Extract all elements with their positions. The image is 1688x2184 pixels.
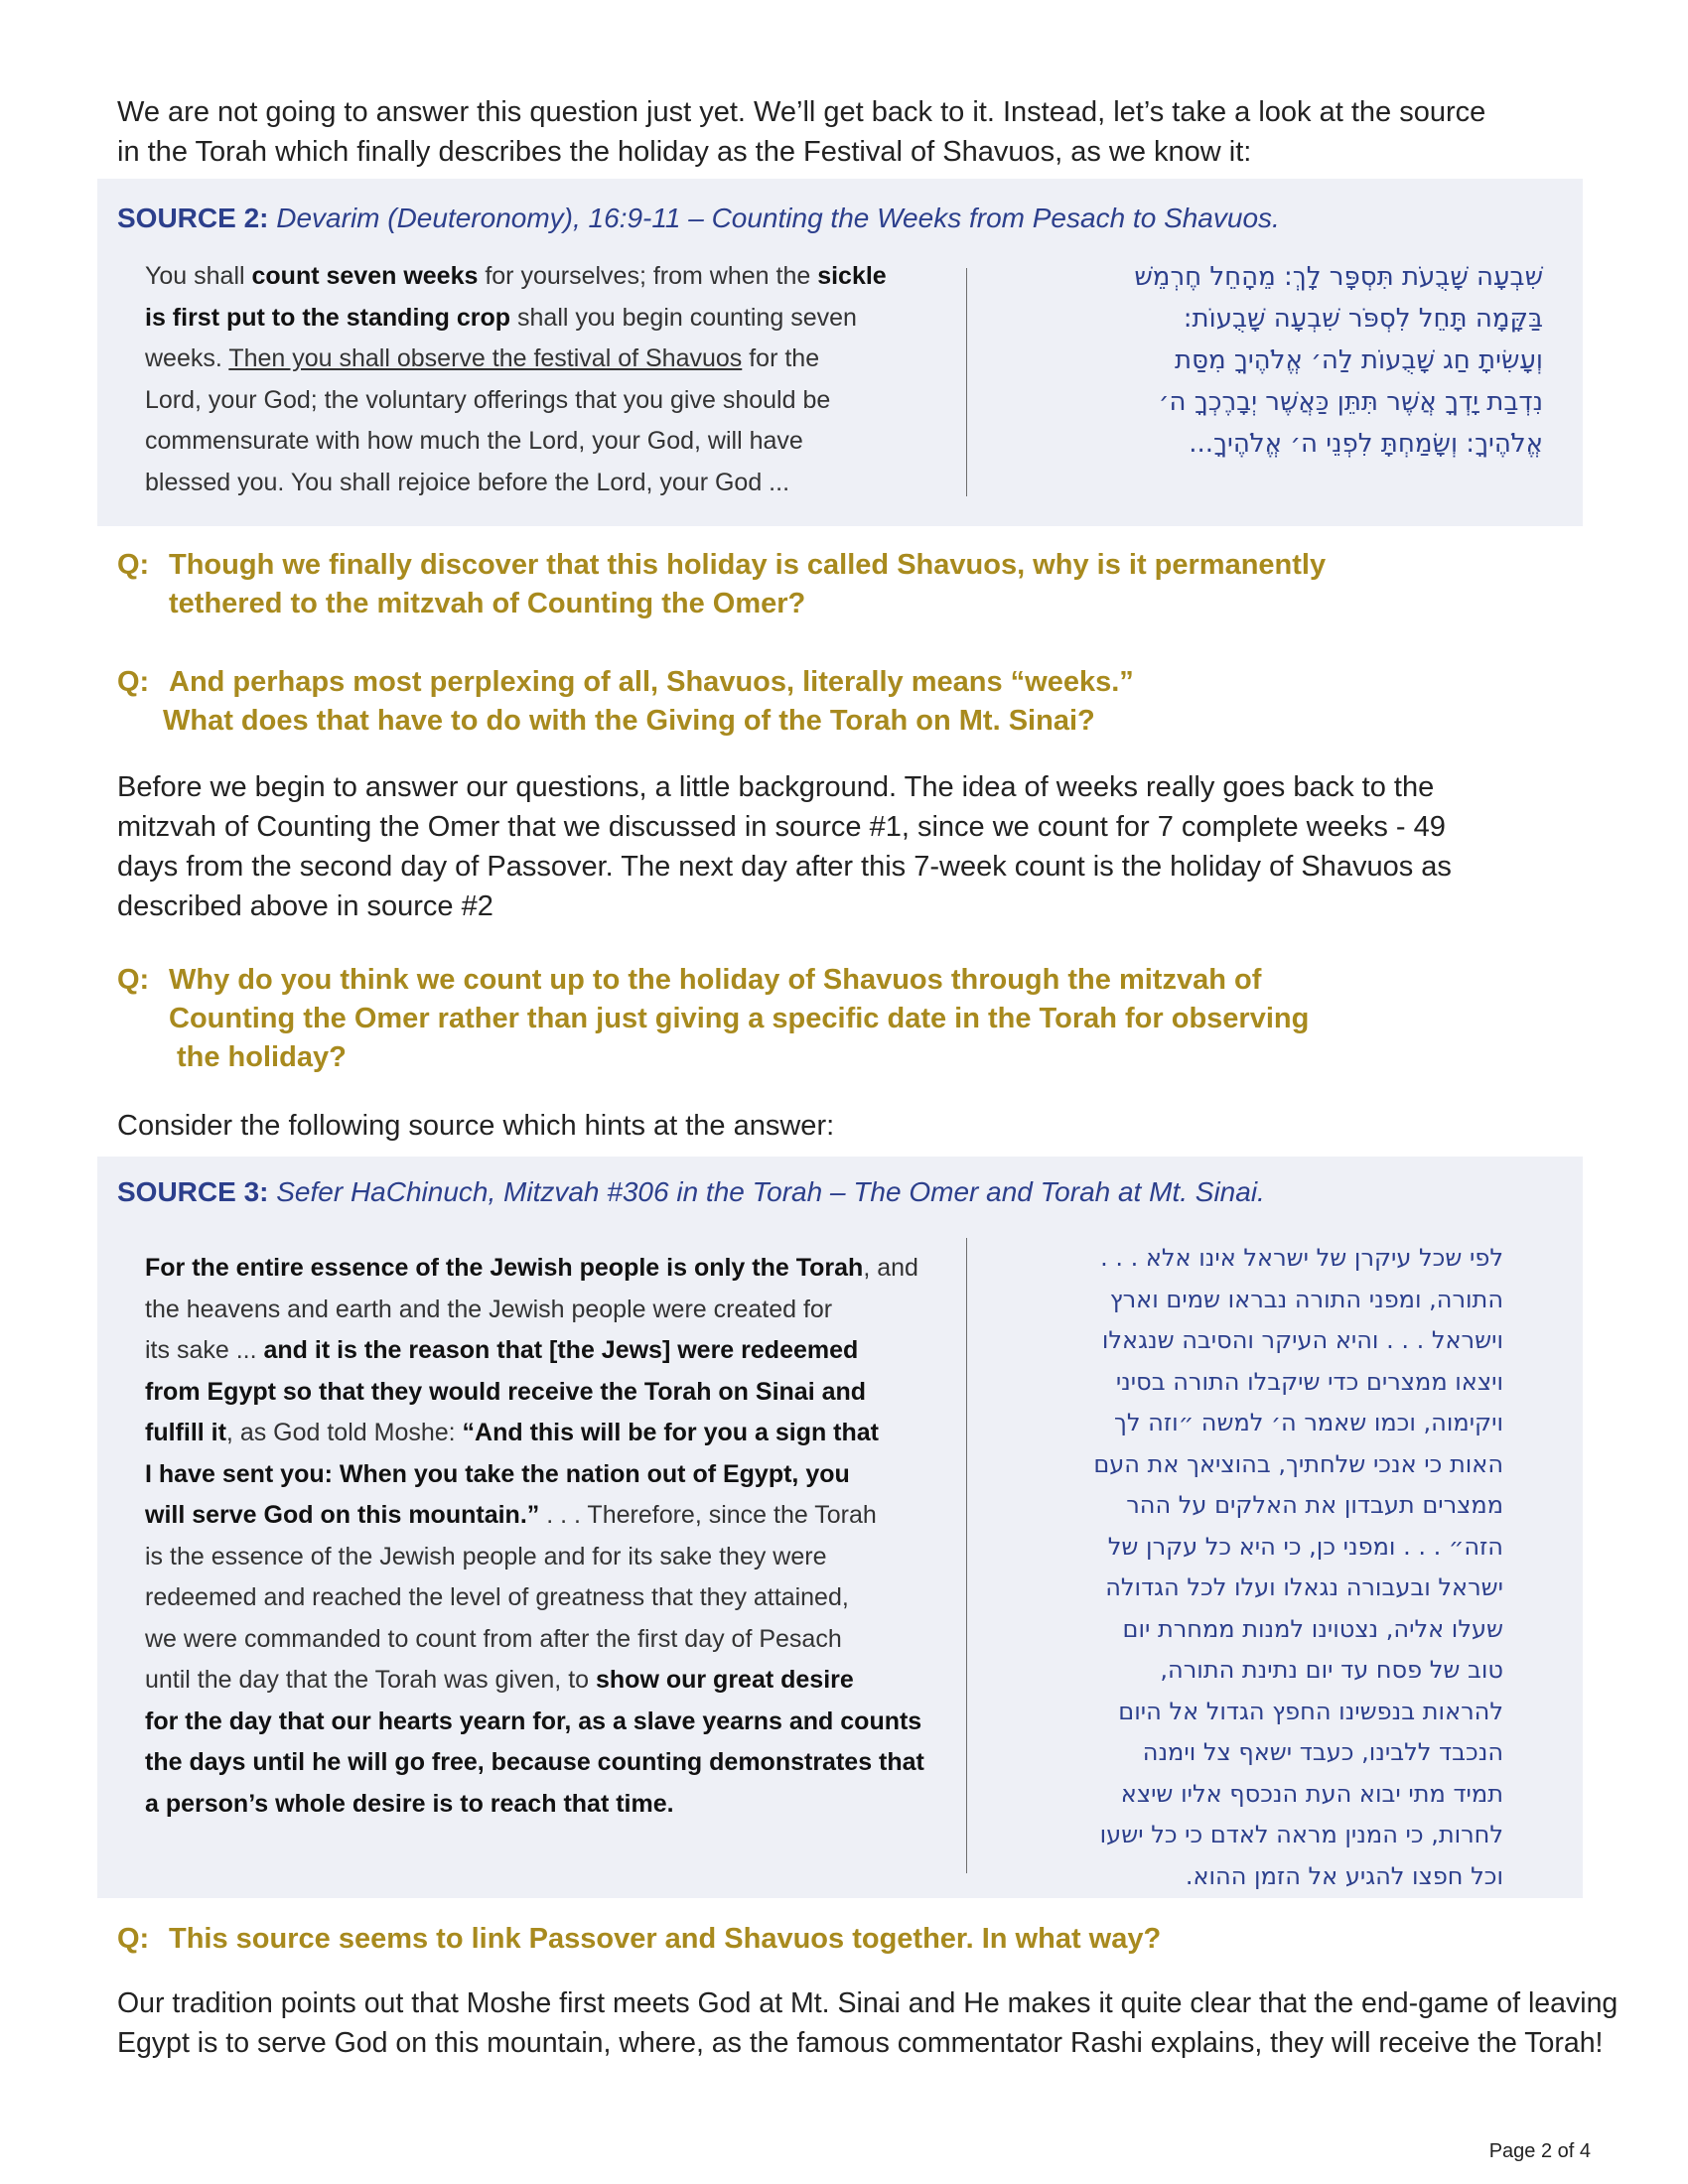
background-line: Before we begin to answer our questions, a little background. The idea of weeks really goes back to the — [117, 771, 1435, 803]
conclusion-line: Egypt is to serve God on this mountain, where, as the famous commentator Rashi explains, they will receive the Torah! — [117, 2027, 1604, 2059]
text-run: blessed you. You shall rejoice before the Lord, your God ... — [145, 468, 790, 496]
background-line: days from the second day of Passover. The next day after this 7-week count is the holiday of Shavuos as — [117, 851, 1452, 883]
bold-text: fulfill it — [145, 1419, 226, 1446]
english-line — [145, 1454, 1019, 1496]
english-line — [145, 1577, 1019, 1619]
hebrew-line: שעלו אליה, נצטוינו למנות ממחרת יום — [1122, 1614, 1503, 1643]
english-line — [145, 1702, 1019, 1743]
source-2-label: SOURCE 2: — [117, 203, 269, 233]
conclusion-paragraph — [117, 1983, 1618, 2063]
bold-text: count seven weeks — [251, 262, 479, 290]
source-3-box — [97, 1157, 1583, 1898]
hebrew-line: וכל חפצו להגיע אל הזמן ההוא. — [1185, 1861, 1503, 1890]
english-line — [145, 380, 999, 422]
hebrew-line: וישראל . . . והיא העיקר והסיבה שנגאלו — [1101, 1326, 1503, 1354]
bold-text: from Egypt so that they would receive the Torah on Sinai and — [145, 1377, 867, 1406]
source-3-label: SOURCE 3: — [117, 1176, 269, 1207]
hebrew-line: שִׁבְעָה שָׁבֻעֹת תִּסְפָּר לָךְ: מֵהָחֵל חֶרְמֵשׁ — [1134, 262, 1543, 292]
intro-line: in the Torah which finally describes the holiday as the Festival of Shavuos, as we know it: — [117, 136, 1252, 168]
source-3-heading — [117, 1176, 1265, 1208]
question-text: What does that have to do with the Giving of the Torah on Mt. Sinai? — [163, 705, 1095, 737]
hebrew-line: לחרות, כי המנין מראה לאדם כי כל ישעו — [1099, 1821, 1503, 1848]
source-3-title: Sefer HaChinuch, Mitzvah #306 in the Torah – The Omer and Torah at Mt. Sinai. — [276, 1176, 1265, 1207]
question-3 — [117, 961, 1309, 1077]
english-line — [145, 298, 999, 340]
question-2 — [117, 663, 1134, 741]
bold-text: is first put to the standing crop — [145, 303, 511, 332]
source-3-hebrew — [947, 1238, 1503, 1897]
text-run: until the day that the Torah was given, to — [145, 1666, 596, 1694]
english-line — [145, 1537, 1019, 1578]
text-run: shall you begin counting seven — [510, 303, 857, 332]
hebrew-line: ישראל ובעבורה נגאלו ועלו לכל הגדולה — [1105, 1573, 1503, 1601]
hebrew-line: אֱלֹהֶיךָ: וְשָׂמַחְתָּ לִפְנֵי ה׳ אֱלֹהֶיךָ... — [1189, 429, 1543, 459]
question-4 — [117, 1920, 1161, 1959]
source-2-divider — [966, 268, 967, 496]
text-run: its sake ... — [145, 1336, 264, 1364]
text-run: . . . Therefore, since the Torah — [539, 1501, 877, 1529]
source-2-title: Devarim (Deuteronomy), 16:9-11 – Counting the Weeks from Pesach to Shavuos. — [276, 203, 1280, 233]
question-text: Why do you think we count up to the holiday of Shavuos through the mitzvah of — [169, 964, 1262, 996]
english-line — [145, 1372, 1019, 1414]
bold-text: sickle — [817, 262, 887, 290]
english-line — [145, 1784, 1019, 1826]
english-line — [145, 421, 999, 463]
question-label: Q: — [117, 1923, 150, 1955]
english-line — [145, 1660, 1019, 1702]
english-line — [145, 463, 999, 504]
text-run: Lord, your God; the voluntary offerings that you give should be — [145, 385, 831, 414]
hebrew-line: ויקימוה, וכמו שאמר ה׳ למשה ״וזה לך — [1114, 1409, 1503, 1436]
bold-text: the days until he will go free, because counting demonstrates that — [145, 1748, 924, 1776]
bold-text: “And this will be for you a sign that — [462, 1419, 880, 1446]
english-line — [145, 1413, 1019, 1454]
source-2-box — [97, 179, 1583, 526]
bold-text: show our great desire — [596, 1666, 854, 1694]
hebrew-line: וְעָשִׂיתָ חַג שָׁבֻעוֹת לַה׳ אֱלֹהֶיךָ מִסַּת — [1175, 345, 1543, 375]
hebrew-line: תמיד מתי יבוא העת הנכסף אליו שיצא — [1120, 1779, 1503, 1808]
source-2-english — [145, 256, 999, 503]
hebrew-line: התורה, ומפני התורה נבראו שמים וארץ — [1109, 1285, 1503, 1313]
question-text: tethered to the mitzvah of Counting the Omer? — [169, 588, 806, 619]
conclusion-line: Our tradition points out that Moshe first meets God at Mt. Sinai and He makes it quite clear that the end-game of leaving — [117, 1987, 1618, 2019]
background-paragraph — [117, 767, 1452, 926]
intro-line: We are not going to answer this question just yet. We’ll get back to it. Instead, let’s take a look at the source — [117, 96, 1486, 128]
english-line — [145, 1248, 1019, 1290]
english-line — [145, 339, 999, 380]
question-1 — [117, 546, 1326, 623]
hebrew-line: הזה״ . . . ומפני כן, כי היא כל עקרן של — [1107, 1532, 1503, 1561]
english-line — [145, 256, 999, 298]
english-line — [145, 1619, 1019, 1661]
intro-paragraph — [117, 92, 1485, 172]
bold-text: will serve God on this mountain.” — [145, 1501, 540, 1529]
consider-line: Consider the following source which hints at the answer: — [117, 1110, 835, 1142]
hebrew-line: האות כי אנכי שלחתיך, בהוציאך את העם — [1093, 1449, 1503, 1478]
question-text: the holiday? — [177, 1041, 347, 1073]
text-run: redeemed and reached the level of greatness that they attained, — [145, 1583, 849, 1611]
text-run: , and — [863, 1254, 918, 1282]
question-text: Counting the Omer rather than just giving a specific date in the Torah for observing — [169, 1003, 1310, 1034]
bold-text: For the entire essence of the Jewish people is only the Torah — [145, 1254, 864, 1282]
source-3-english — [145, 1248, 1019, 1825]
text-run: You shall — [145, 262, 252, 290]
hebrew-line: טוב של פסח עד יום נתינת התורה, — [1160, 1656, 1503, 1684]
question-text: Though we finally discover that this holiday is called Shavuos, why is it permanently — [169, 549, 1327, 581]
text-run: for yourselves; from when the — [478, 262, 818, 290]
hebrew-line: להראות בנפשינו החפץ הגדול אל היום — [1118, 1697, 1503, 1725]
english-line — [145, 1742, 1019, 1784]
hebrew-line: לפי שכל עיקרן של ישראל אינו אלא . . . — [1100, 1244, 1503, 1272]
underlined-text: Then you shall observe the festival of Shavuos — [228, 344, 743, 372]
english-line — [145, 1495, 1019, 1537]
text-run: is the essence of the Jewish people and for its sake they were — [145, 1542, 827, 1570]
hebrew-line: הנכבד ללבינו, כעבד ישאף צל וימנה — [1142, 1738, 1503, 1766]
hebrew-line: בַּקָּמָה תָּחֵל לִסְפֹּר שִׁבְעָה שָׁבֻעוֹת: — [1183, 304, 1543, 334]
source-2-heading — [117, 203, 1280, 234]
question-text: And perhaps most perplexing of all, Shavuos, literally means “weeks.” — [169, 666, 1134, 698]
page-number: Page 2 of 4 — [1488, 2140, 1591, 2162]
text-run: commensurate with how much the Lord, your God, will have — [145, 427, 803, 455]
bold-text: a person’s whole desire is to reach that time. — [145, 1789, 674, 1818]
hebrew-line: ממצרים תעבדון את האלקים על ההר — [1126, 1491, 1503, 1519]
question-text: This source seems to link Passover and Shavuos together. In what way? — [169, 1923, 1162, 1955]
hebrew-line: נִדְבַת יָדְךָ אֲשֶׁר תִּתֵּן כַּאֲשֶׁר יְבָרֶכְךָ ה׳ — [1158, 387, 1543, 417]
text-run: we were commanded to count from after the first day of Pesach — [145, 1624, 842, 1653]
bold-text: and it is the reason that [the Jews] were redeemed — [263, 1336, 859, 1364]
question-label: Q: — [117, 549, 150, 581]
text-run: , as God told Moshe: — [225, 1419, 463, 1446]
english-line — [145, 1330, 1019, 1372]
bold-text: I have sent you: When you take the nation out of Egypt, you — [145, 1459, 850, 1488]
text-run: the heavens and earth and the Jewish people were created for — [145, 1295, 833, 1323]
hebrew-line: ויצאו ממצרים כדי שיקבלו התורה בסיני — [1115, 1367, 1503, 1396]
background-line: described above in source #2 — [117, 890, 493, 922]
english-line — [145, 1290, 1019, 1331]
bold-text: for the day that our hearts yearn for, as a slave yearns and counts — [145, 1706, 922, 1735]
text-run: for the — [742, 344, 820, 372]
background-line: mitzvah of Counting the Omer that we discussed in source #1, since we count for 7 complete weeks - 49 — [117, 811, 1446, 843]
question-label: Q: — [117, 666, 150, 698]
text-run: weeks. — [145, 344, 229, 372]
source-2-hebrew — [987, 256, 1543, 465]
question-label: Q: — [117, 964, 150, 996]
